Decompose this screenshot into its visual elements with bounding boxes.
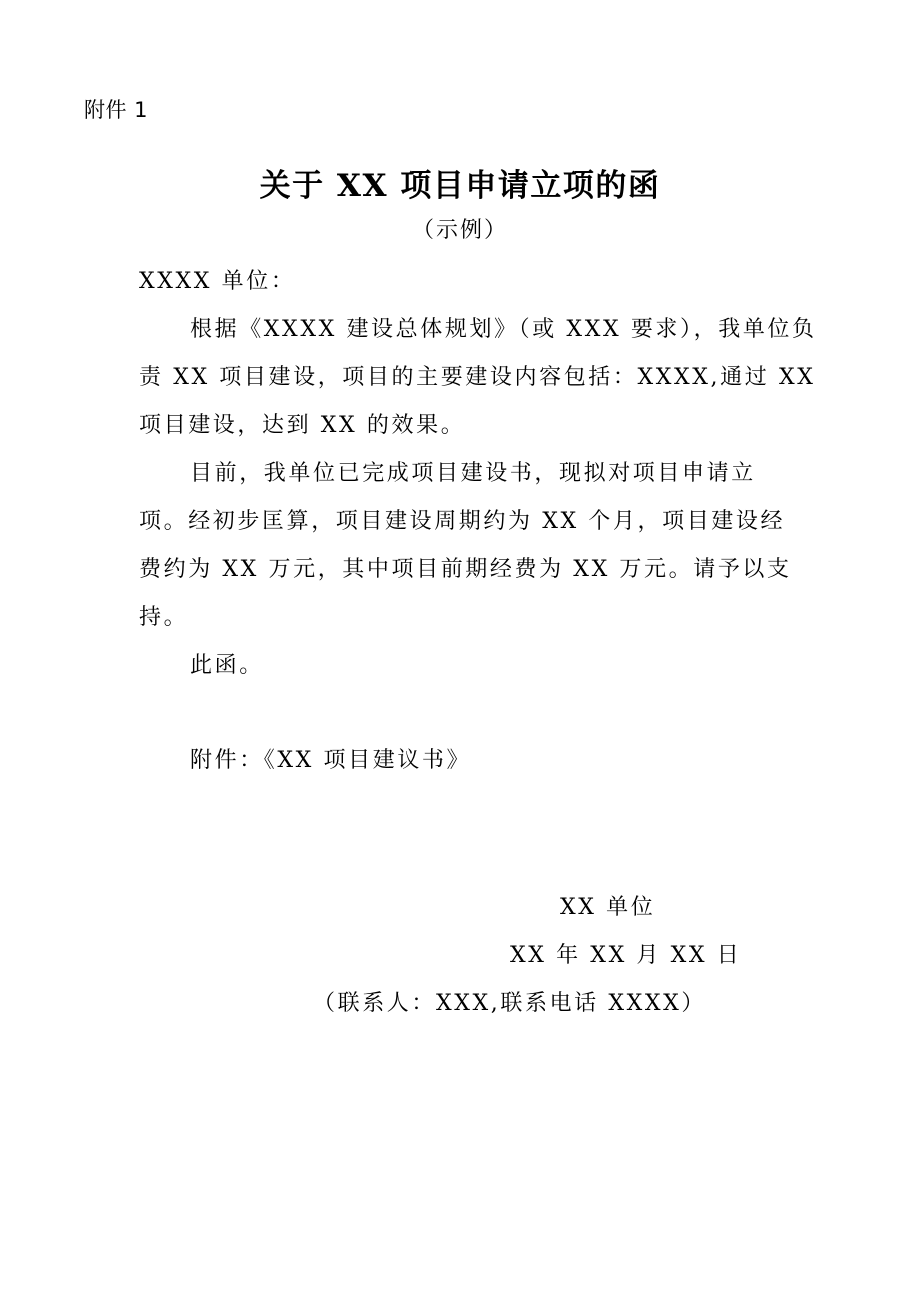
document-title: 关于 XX 项目申请立项的函 <box>259 168 661 204</box>
enclosure-line: 附件：《XX 项目建议书》 <box>190 748 472 773</box>
signature-date: XX 年 XX 月 XX 日 <box>510 943 742 968</box>
paragraph-line: 费约为 XX 万元，其中项目前期经费为 XX 万元。请予以支 <box>139 557 792 582</box>
document-subtitle: （示例） <box>411 218 508 243</box>
paragraph-line: 项。经初步匡算，项目建设周期约为 XX 个月，项目建设经 <box>139 509 786 534</box>
closing-line: 此函。 <box>190 653 264 678</box>
paragraph-line: 根据《XXXX 建设总体规划》（或 XXX 要求），我单位负 <box>190 317 817 342</box>
paragraph-line: 项目建设，达到 XX 的效果。 <box>139 413 466 438</box>
paragraph-line: 目前，我单位已完成项目建设书，现拟对项目申请立 <box>190 461 756 486</box>
salutation: XXXX 单位： <box>139 269 296 294</box>
attachment-label: 附件 1 <box>84 98 149 122</box>
signature-unit: XX 单位 <box>560 895 656 920</box>
contact-info: （联系人：XXX,联系电话 XXXX） <box>313 991 707 1016</box>
paragraph-line: 持。 <box>139 605 189 630</box>
paragraph-line: 责 XX 项目建设，项目的主要建设内容包括：XXXX,通过 XX <box>139 365 816 390</box>
